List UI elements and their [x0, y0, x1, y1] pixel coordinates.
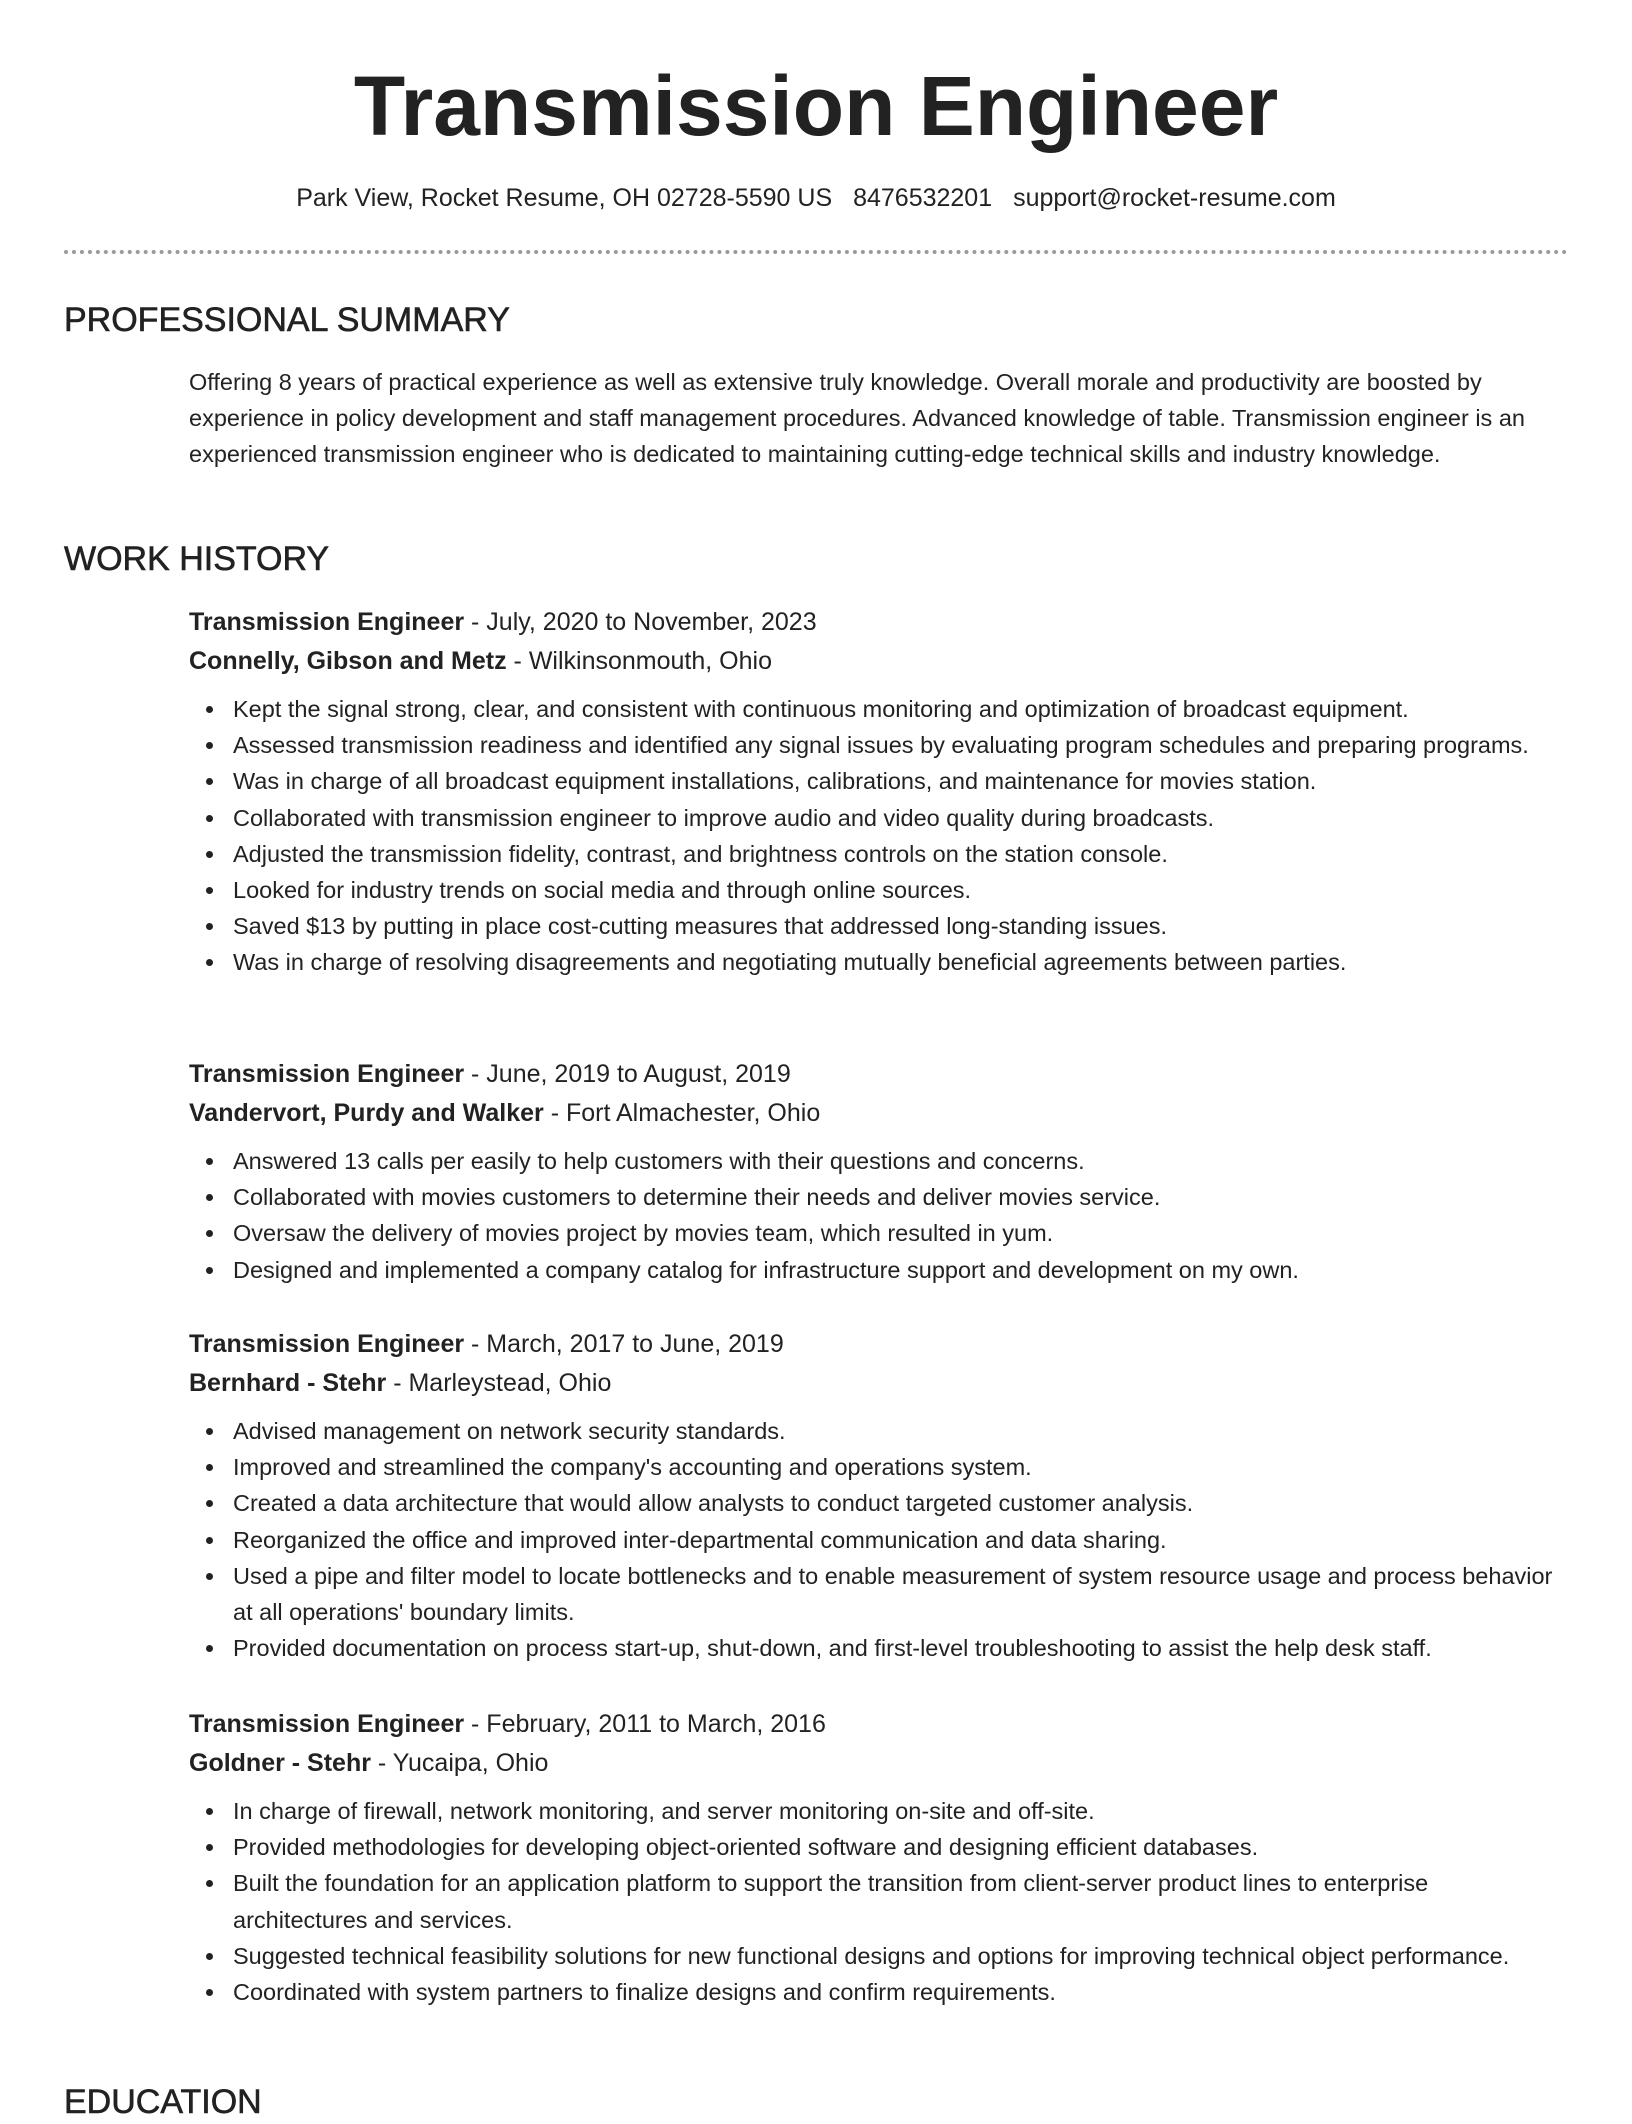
summary-section	[189, 364, 1569, 472]
job-bullets	[189, 691, 1569, 981]
bullet-item: Adjusted the transmission fidelity, contrast, and brightness controls on the station console.	[233, 836, 1569, 872]
job-title-line	[189, 1705, 1569, 1744]
job-entry	[189, 1705, 1569, 2010]
job-role: Transmission Engineer	[189, 1710, 465, 1738]
job-entry	[189, 1055, 1569, 1288]
bullet-item: Answered 13 calls per easily to help customers with their questions and concerns.	[233, 1143, 1569, 1179]
job-dates: - July, 2020 to November, 2023	[464, 608, 817, 636]
bullet-item: Provided methodologies for developing object-oriented software and designing efficient databases.	[233, 1829, 1569, 1865]
bullet-item: Looked for industry trends on social media and through online sources.	[233, 872, 1569, 908]
job-location: - Marleystead, Ohio	[386, 1369, 612, 1397]
job-company-line	[189, 642, 1569, 681]
job-company-line	[189, 1744, 1569, 1783]
contact-phone: 8476532201	[853, 184, 993, 212]
bullet-item: Reorganized the office and improved inter-departmental communication and data sharing.	[233, 1522, 1569, 1558]
job-company: Goldner - Stehr	[189, 1749, 371, 1777]
job-location: - Yucaipa, Ohio	[370, 1749, 549, 1777]
bullet-item: Collaborated with movies customers to determine their needs and deliver movies service.	[233, 1179, 1569, 1215]
job-company-line	[189, 1364, 1569, 1403]
job-title-line	[189, 603, 1569, 642]
job-entry	[189, 603, 1569, 981]
bullet-item: Kept the signal strong, clear, and consistent with continuous monitoring and optimization of broadcast equipment.	[233, 691, 1569, 727]
job-dates: - February, 2011 to March, 2016	[464, 1710, 826, 1738]
job-bullets	[189, 1143, 1569, 1288]
contact-address: Park View, Rocket Resume, OH 02728-5590 US	[296, 184, 833, 212]
summary-heading: PROFESSIONAL SUMMARY	[64, 301, 510, 339]
education-heading: EDUCATION	[64, 2083, 262, 2121]
bullet-item: Was in charge of all broadcast equipment installations, calibrations, and maintenance for movies station.	[233, 763, 1569, 799]
bullet-item: Provided documentation on process start-up, shut-down, and first-level troubleshooting to assist the help desk staff.	[233, 1630, 1569, 1666]
contact-line	[0, 180, 1632, 216]
bullet-item: In charge of firewall, network monitoring, and server monitoring on-site and off-site.	[233, 1793, 1569, 1829]
bullet-item: Created a data architecture that would allow analysts to conduct targeted customer analysis.	[233, 1485, 1569, 1521]
job-role: Transmission Engineer	[189, 1060, 465, 1088]
job-title-line	[189, 1325, 1569, 1364]
bullet-item: Suggested technical feasibility solutions for new functional designs and options for improving technical object performance.	[233, 1938, 1569, 1974]
job-bullets	[189, 1413, 1569, 1666]
job-entry	[189, 1325, 1569, 1666]
job-title-line	[189, 1055, 1569, 1094]
bullet-item: Designed and implemented a company catalog for infrastructure support and development on my own.	[233, 1252, 1569, 1288]
job-company: Bernhard - Stehr	[189, 1369, 387, 1397]
bullet-item: Oversaw the delivery of movies project by movies team, which resulted in yum.	[233, 1215, 1569, 1251]
bullet-item: Used a pipe and filter model to locate bottlenecks and to enable measurement of system resource usage and process behavior at all operations' boundary limits.	[233, 1558, 1569, 1630]
job-company-line	[189, 1094, 1569, 1133]
bullet-item: Coordinated with system partners to finalize designs and confirm requirements.	[233, 1974, 1569, 2010]
job-role: Transmission Engineer	[189, 608, 465, 636]
job-company: Vandervort, Purdy and Walker	[189, 1099, 544, 1127]
bullet-item: Saved $13 by putting in place cost-cutting measures that addressed long-standing issues.	[233, 908, 1569, 944]
bullet-item: Collaborated with transmission engineer to improve audio and video quality during broadcasts.	[233, 800, 1569, 836]
job-dates: - June, 2019 to August, 2019	[464, 1060, 791, 1088]
resume-name: Transmission Engineer	[353, 59, 1279, 153]
job-company: Connelly, Gibson and Metz	[189, 647, 507, 675]
bullet-item: Was in charge of resolving disagreements and negotiating mutually beneficial agreements between parties.	[233, 944, 1569, 980]
job-role: Transmission Engineer	[189, 1330, 465, 1358]
header-divider	[64, 250, 1568, 254]
summary-text: Offering 8 years of practical experience as well as extensive truly knowledge. Overall morale and productivity are boosted by experience in policy development and staff management procedures. Advanced knowledge of table. Transmission engineer is an experienced transmission engineer who is dedicated to maintaining cutting-edge technical skills and industry knowledge.	[189, 369, 1525, 467]
job-bullets	[189, 1793, 1569, 2010]
bullet-item: Improved and streamlined the company's accounting and operations system.	[233, 1449, 1569, 1485]
bullet-item: Advised management on network security standards.	[233, 1413, 1569, 1449]
contact-email: support@rocket-resume.com	[1013, 184, 1336, 212]
work-history-heading: WORK HISTORY	[64, 540, 330, 578]
bullet-item: Built the foundation for an application platform to support the transition from client-server product lines to enterprise architectures and services.	[233, 1865, 1569, 1937]
bullet-item: Assessed transmission readiness and identified any signal issues by evaluating program schedules and preparing programs.	[233, 727, 1569, 763]
job-dates: - March, 2017 to June, 2019	[464, 1330, 784, 1358]
job-location: - Wilkinsonmouth, Ohio	[506, 647, 772, 675]
job-location: - Fort Almachester, Ohio	[543, 1099, 821, 1127]
